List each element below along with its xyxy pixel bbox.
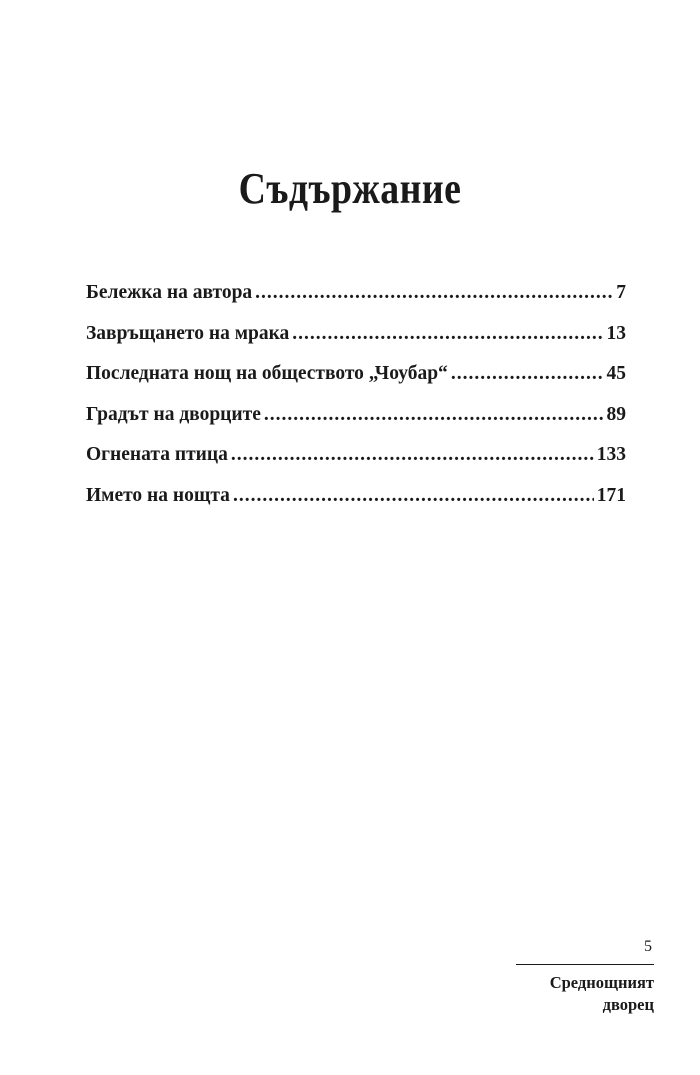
running-title: [494, 972, 654, 1016]
toc-entry[interactable]: [86, 444, 626, 485]
toc-entry-title: Градът на дворците: [86, 403, 261, 425]
toc-entry[interactable]: [86, 363, 626, 404]
toc-dot-leader: [292, 323, 603, 345]
toc-dot-leader: [255, 282, 613, 304]
toc-dot-leader: [264, 404, 604, 426]
toc-entry-page: 133: [596, 444, 626, 465]
toc-entry[interactable]: [86, 282, 626, 323]
toc-entry-title: Бележка на автора: [86, 282, 253, 303]
toc-entry-title: Завръщането на мрака: [86, 322, 290, 344]
running-title-line: Среднощният: [549, 973, 654, 992]
running-title-line: дворец: [602, 995, 654, 1014]
toc-entry-page: 7: [616, 282, 626, 303]
toc-entry-page: 13: [606, 322, 626, 344]
page-title: Съдържание: [238, 164, 462, 213]
toc-entry[interactable]: [86, 485, 626, 526]
toc-entry[interactable]: [86, 323, 626, 364]
toc-dot-leader: [233, 485, 594, 507]
toc-dot-leader: [231, 444, 594, 466]
toc-entry-title: Името на нощта: [86, 484, 230, 506]
footer-divider: [516, 964, 654, 965]
toc-dot-leader: [451, 363, 604, 385]
toc-entry-page: 45: [606, 363, 626, 384]
toc-entry-title: Огнената птица: [86, 444, 228, 465]
toc-entry-title: Последната нощ на обществото „Чоубар“: [86, 363, 448, 384]
toc-entry-page: 171: [596, 484, 626, 506]
toc-entry-page: 89: [606, 403, 626, 425]
toc-entry[interactable]: [86, 404, 626, 445]
table-of-contents: [86, 282, 626, 525]
page-number: 5: [644, 938, 652, 955]
